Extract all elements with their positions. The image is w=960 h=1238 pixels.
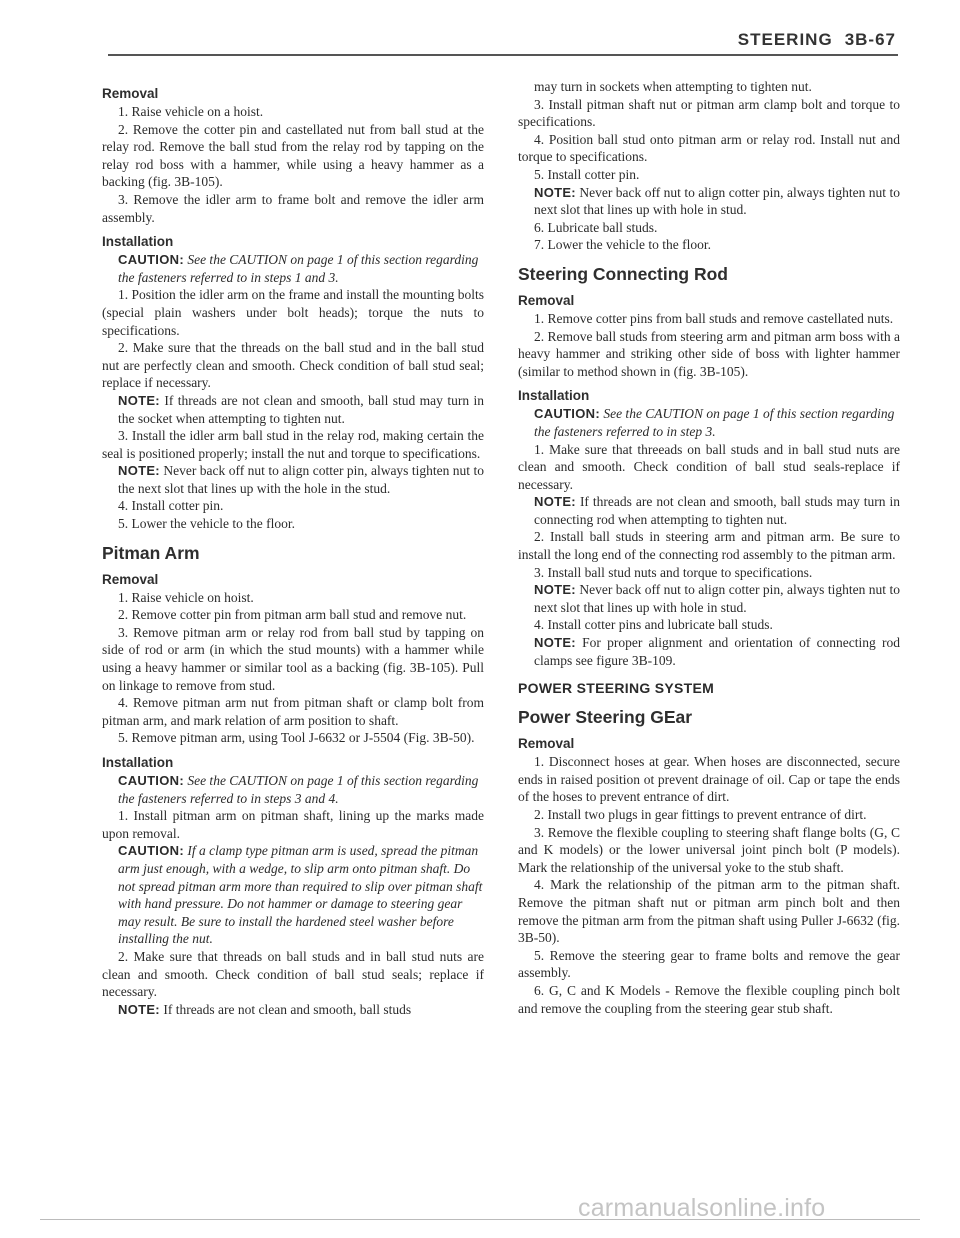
- note-text: may turn in sockets when attempting to tighten nut.: [534, 79, 812, 94]
- procedure-step: 1. Disconnect hoses at gear. When hoses are disconnected, secure ends in raised position ot prevent drainage of oil. Cap or tape the ends of the hoses to prevent entrance of dirt.: [518, 754, 900, 805]
- section-heading: Installation: [518, 388, 590, 404]
- note-label: NOTE:: [118, 392, 160, 408]
- left-column: [102, 78, 484, 1018]
- caution-text: See the CAUTION on page 1 of this section regarding the fasteners referred to in step 3.: [534, 406, 895, 439]
- note-text: If threads are not clean and smooth, ball studs: [163, 1001, 412, 1017]
- note-block: [102, 392, 484, 427]
- procedure-step: 3. Install pitman shaft nut or pitman arm clamp bolt and torque to specifications.: [518, 96, 900, 130]
- procedure-step: 2. Remove the cotter pin and castellated nut from ball stud at the relay rod. Remove the ball stud from the relay rod by tapping on the relay rod boss with a hammer, while using a heavy hammer as a backing (fig. 3B-105).: [102, 121, 484, 190]
- procedure-step: 5. Remove pitman arm, using Tool J-6632 or J-5504 (Fig. 3B-50).: [118, 730, 475, 746]
- caution-label: CAUTION:: [118, 252, 184, 268]
- procedure-step: 5. Lower the vehicle to the floor.: [118, 516, 295, 532]
- procedure-step: 4. Install cotter pin.: [118, 498, 224, 514]
- section-heading: Removal: [102, 86, 159, 101]
- procedure-step: 1. Remove cotter pins from ball studs and remove castellated nuts.: [534, 310, 894, 326]
- procedure-step: 1. Make sure that threeads on ball studs and in ball stud nuts are clean and smooth. Check condition of ball stud seals-replace if necessary.: [518, 441, 900, 492]
- caution-block: [102, 772, 484, 807]
- note-text: If threads are not clean and smooth, ball studs may turn in connecting rod when attempting to tighten nut.: [534, 494, 901, 527]
- note-label: NOTE:: [118, 463, 160, 479]
- right-column: [518, 78, 900, 1017]
- procedure-step: 3. Install the idler arm ball stud in the relay rod, making certain the seal is positioned properly; install the nut and torque to specifications.: [102, 428, 484, 461]
- procedure-step: 2. Install ball studs in steering arm and pitman arm. Be sure to install the long end of the connecting rod assembly to the pitman arm.: [518, 529, 900, 563]
- procedure-step: 3. Install ball stud nuts and torque to specifications.: [534, 564, 813, 580]
- procedure-step: 5. Install cotter pin.: [534, 166, 640, 182]
- caution-text: See the CAUTION on page 1 of this section regarding the fasteners referred to in steps 1 and 3.: [118, 252, 479, 285]
- procedure-step: 4. Position ball stud onto pitman arm or relay rod. Install nut and torque to specifications.: [518, 131, 900, 165]
- section-heading: Installation: [102, 234, 174, 250]
- caution-label: CAUTION:: [534, 406, 600, 422]
- section-heading: Pitman Arm: [102, 542, 200, 563]
- caution-label: CAUTION:: [118, 843, 184, 859]
- procedure-step: 2. Install two plugs in gear fittings to prevent entrance of dirt.: [534, 807, 867, 822]
- note-label: NOTE:: [534, 582, 576, 598]
- procedure-step: 6. G, C and K Models - Remove the flexible coupling pinch bolt and remove the coupling from the steering gear stub shaft.: [518, 982, 900, 1016]
- note-block: [518, 581, 900, 616]
- procedure-step: 7. Lower the vehicle to the floor.: [534, 237, 711, 253]
- procedure-step: 2. Make sure that threads on ball studs and in ball stud nuts are clean and smooth. Check condition of ball stud seals; replace if necessary.: [102, 948, 484, 1000]
- caution-block: [102, 251, 484, 286]
- section-heading: Power Steering GEar: [518, 707, 693, 728]
- section-heading: Steering Connecting Rod: [518, 263, 728, 284]
- note-label: NOTE:: [118, 1001, 160, 1017]
- procedure-step: 4. Mark the relationship of the pitman arm to the pitman shaft. Remove the pitman shaft nut or pitman arm pinch bolt and then remove the pitman arm from the pitman shaft using Puller J-6632 (fig. 3B-50).: [518, 877, 900, 946]
- header-rule: [108, 54, 898, 56]
- watermark[interactable]: carmanualsonline.info: [578, 1194, 826, 1222]
- procedure-step: 6. Lubricate ball studs.: [534, 219, 658, 235]
- procedure-step: 3. Remove the flexible coupling to steering shaft flange bolts (G, C and K models) or the lower universal joint pinch bolt (P models). Mark the relationship of the universal yoke to the stub shaft.: [518, 824, 900, 875]
- note-text: For proper alignment and orientation of connecting rod clamps see figure 3B-109.: [534, 635, 900, 668]
- note-label: NOTE:: [534, 494, 576, 510]
- header-section-title: STEERING: [737, 30, 833, 49]
- caution-block: [518, 405, 900, 440]
- note-text: Never back off nut to align cotter pin, always tighten nut to the next slot that lines up with the hole in the stud.: [118, 463, 484, 496]
- page-header: [738, 30, 896, 50]
- caution-text: See the CAUTION on page 1 of this section regarding the fasteners referred to in steps 3 and 4.: [118, 773, 479, 806]
- note-block: [518, 493, 900, 528]
- procedure-step: 3. Remove the idler arm to frame bolt and remove the idler arm assembly.: [102, 191, 484, 225]
- caution-label: CAUTION:: [118, 773, 184, 788]
- procedure-step: 1. Position the idler arm on the frame and install the mounting bolts (special plain washers under bolt heads); torque the nuts to specifications.: [102, 287, 484, 338]
- note-text: If threads are not clean and smooth, ball stud may turn in the socket when attempting to tighten nut.: [118, 392, 484, 426]
- procedure-step: 5. Remove the steering gear to frame bolts and remove the gear assembly.: [518, 947, 900, 981]
- section-heading: Removal: [102, 571, 159, 587]
- section-heading: Installation: [102, 755, 174, 770]
- section-heading: POWER STEERING SYSTEM: [518, 680, 715, 697]
- note-label: NOTE:: [534, 184, 576, 200]
- note-block: [102, 462, 484, 497]
- note-block: [102, 1001, 484, 1019]
- procedure-step: 1. Raise vehicle on hoist.: [118, 589, 254, 605]
- section-heading: Removal: [518, 292, 575, 308]
- procedure-step: 1. Raise vehicle on a hoist.: [118, 104, 264, 119]
- procedure-step: 1. Install pitman arm on pitman shaft, lining up the marks made upon removal.: [102, 808, 484, 841]
- note-text: Never back off nut to align cotter pin, always tighten nut to next slot that lines up with hole in stud.: [534, 582, 900, 615]
- procedure-step: 4. Install cotter pins and lubricate ball studs.: [534, 617, 773, 633]
- note-text: Never back off nut to align cotter pin, always tighten nut to next slot that lines up with hole in stud.: [534, 184, 900, 218]
- section-heading: Removal: [518, 736, 575, 752]
- procedure-step: 2. Make sure that the threads on the ball stud and in the ball stud nut are perfectly clean and smooth. Check condition of ball stud seal; replace if necessary.: [102, 340, 484, 391]
- note-label: NOTE:: [534, 635, 576, 651]
- note-block: [518, 634, 900, 669]
- note-block: [518, 78, 900, 96]
- caution-text: If a clamp type pitman arm is used, spread the pitman arm just enough, with a wedge, to slip arm onto pitman shaft. Do not spread pitman arm more than required to slip over pitman shaft with hand pressure. Do not hammer or damage to steering gear may result. Be sure to install the hardened steel washer before installing the nut.: [118, 843, 483, 947]
- procedure-step: 4. Remove pitman arm nut from pitman shaft or clamp bolt from pitman arm, and mark relation of arm position to shaft.: [102, 695, 484, 728]
- procedure-step: 2. Remove ball studs from steering arm and pitman arm boss with a heavy hammer and striking other side of boss with lighter hammer (similar to method shown in (fig. 3B-105).: [518, 328, 900, 379]
- procedure-step: 3. Remove pitman arm or relay rod from ball stud by tapping on side of rod or arm (in which the stud mounts) with a hammer while using a heavy hammer or similar tool as a backing (fig. 3B-105). Pull on linkage to remove from stud.: [102, 624, 484, 693]
- note-block: [518, 184, 900, 219]
- procedure-step: 2. Remove cotter pin from pitman arm ball stud and remove nut.: [118, 607, 467, 623]
- header-page-number: 3B-67: [844, 30, 896, 49]
- caution-block: [102, 842, 484, 948]
